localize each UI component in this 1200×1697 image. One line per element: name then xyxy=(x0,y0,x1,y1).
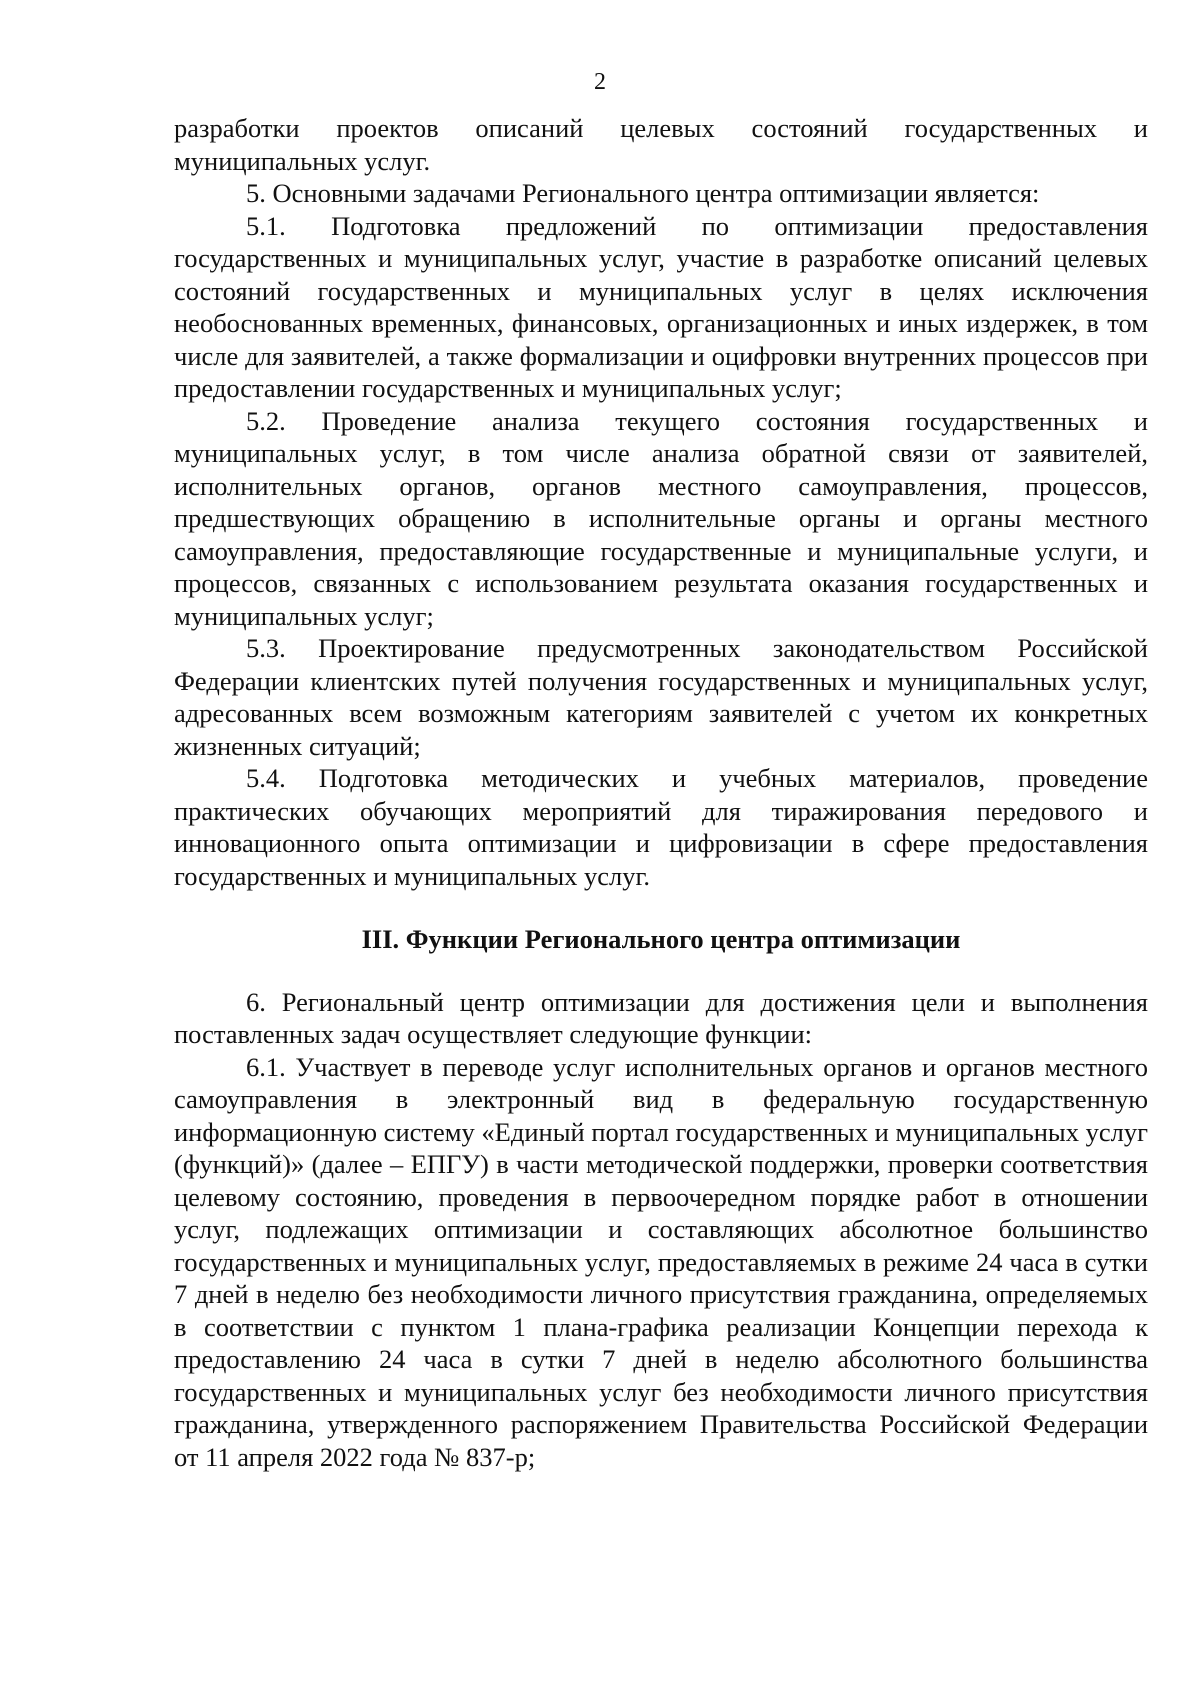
paragraph-continuation: разработки проектов описаний целевых состояний государственных и муниципальных услуг. xyxy=(174,113,1148,176)
paragraph-5-2: 5.2. Проведение анализа текущего состояния государственных и муниципальных услуг, в том числе анализа обратной связи от заявителей, исполнительных органов, органов местного самоуправления, процессов, предшествующих обращению в исполнительные органы и органы местного самоуправления, предоставляющие государственные и муниципальные услуги, и процессов, связанных с использованием результата оказания государственных и муниципальных услуг; xyxy=(174,405,1148,631)
paragraph-5-3: 5.3. Проектирование предусмотренных законодательством Российской Федерации клиентских путей получения государственных и муниципальных услуг, адресованных всем возможным категориям заявителей с учетом их конкретных жизненных ситуаций; xyxy=(174,633,1148,761)
paragraph-6: 6. Региональный центр оптимизации для достижения цели и выполнения поставленных задач осуществляет следующие функции: xyxy=(174,986,1148,1049)
document-body xyxy=(174,112,1148,1473)
section-heading: III. Функции Регионального центра оптимизации xyxy=(361,924,961,954)
paragraph-5-1: 5.1. Подготовка предложений по оптимизации предоставления государственных и муниципальных услуг, участие в разработке описаний целевых состояний государственных и муниципальных услуг в целях исключения необоснованных временных, финансовых, организационных и иных издержек, в том числе для заявителей, а также формализации и оцифровки внутренних процессов при предоставлении государственных и муниципальных услуг; xyxy=(174,210,1148,403)
paragraph-5-4: 5.4. Подготовка методических и учебных материалов, проведение практических обучающих мероприятий для тиражирования передового и инновационного опыта оптимизации и цифровизации в сфере предоставления государственных и муниципальных услуг. xyxy=(174,763,1148,891)
paragraph-6-1: 6.1. Участвует в переводе услуг исполнительных органов и органов местного самоуправления в электронный вид в федеральную государственную информационную систему «Единый портал государственных и муниципальных услуг (функций)» (далее – ЕПГУ) в части методической поддержки, проверки соответствия целевому состоянию, проведения в первоочередном порядке работ в отношении услуг, подлежащих оптимизации и составляющих абсолютное большинство государственных и муниципальных услуг, предоставляемых в режиме 24 часа в сутки 7 дней в неделю без необходимости личного присутствия гражданина, определяемых в соответствии с пунктом 1 плана-графика реализации Концепции перехода к предоставлению 24 часа в сутки 7 дней в неделю абсолютного большинства государственных и муниципальных услуг без необходимости личного присутствия гражданина, утвержденного распоряжением Правительства Российской Федерации от 11 апреля 2022 года № 837-р; xyxy=(174,1051,1148,1472)
page-number: 2 xyxy=(594,69,606,95)
paragraph-5: 5. Основными задачами Регионального центра оптимизации является: xyxy=(246,178,1040,208)
